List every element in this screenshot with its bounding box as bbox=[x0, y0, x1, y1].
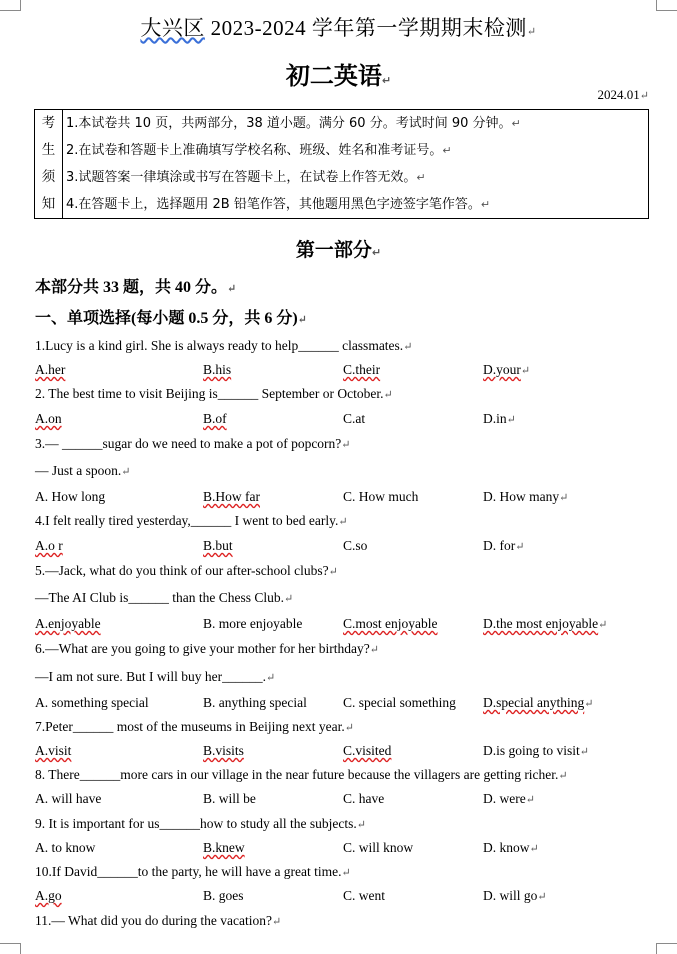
notes-body bbox=[63, 110, 649, 219]
question-stem: 5.—Jack, what do you think of our after-school clubs?↵ bbox=[35, 563, 338, 578]
option-b: B.visits bbox=[203, 743, 244, 758]
option-d: D.special anything↵ bbox=[483, 695, 594, 710]
option-c: C.their bbox=[343, 362, 381, 377]
notes-label: 考 生 须 知 bbox=[35, 110, 63, 219]
question-stem: 4.I felt really tired yesterday,______ I went to bed early.↵ bbox=[35, 513, 348, 528]
option-a: A.her bbox=[35, 362, 66, 377]
option-a: A. How long bbox=[35, 489, 106, 504]
note-item: 4.在答题卡上，选择题用 2B 铅笔作答，其他题用黑色字迹签字笔作答。↵ bbox=[66, 197, 491, 212]
option-b: B. will be bbox=[203, 791, 256, 806]
note-item: 1.本试卷共 10 页，共两部分，38 道小题。满分 60 分。考试时间 90 分钟。↵ bbox=[66, 116, 521, 131]
part-intro: 本部分共 33 题，共 40 分。↵ bbox=[35, 279, 237, 296]
crop-mark-top-right bbox=[656, 0, 677, 11]
exam-notes-table bbox=[34, 109, 649, 219]
option-a: A.on bbox=[35, 411, 62, 426]
question-stem: 10.If David______to the party, he will have a great time.↵ bbox=[35, 864, 351, 879]
option-d: D. were↵ bbox=[483, 791, 535, 806]
option-b: B. anything special bbox=[203, 695, 307, 710]
option-c: C.most enjoyable bbox=[343, 616, 438, 631]
option-b: B.his bbox=[203, 362, 232, 377]
question-line: —I am not sure. But I will buy her______.↵ bbox=[35, 669, 276, 684]
exam-date: 2024.01↵ bbox=[597, 87, 649, 102]
option-d: D. for↵ bbox=[483, 538, 525, 553]
note-item: 3.试题答案一律填涂或书写在答题卡上，在试卷上作答无效。↵ bbox=[66, 170, 426, 185]
question-stem: 9. It is important for us______how to study all the subjects.↵ bbox=[35, 816, 366, 831]
section-heading: 一、单项选择(每小题 0.5 分，共 6 分)↵ bbox=[35, 310, 307, 327]
crop-mark-bottom-right bbox=[656, 943, 677, 954]
option-c: C.at bbox=[343, 411, 366, 426]
question-stem: 2. The best time to visit Beijing is______ September or October.↵ bbox=[35, 386, 393, 401]
district-name: 大兴区 bbox=[140, 16, 205, 40]
question-line: — Just a spoon.↵ bbox=[35, 463, 131, 478]
option-b: B.knew bbox=[203, 840, 245, 855]
option-d: D.is going to visit↵ bbox=[483, 743, 589, 758]
option-c: C. have bbox=[343, 791, 385, 806]
option-c: C.so bbox=[343, 538, 368, 553]
option-a: A.o r bbox=[35, 538, 63, 553]
question-stem: 8. There______more cars in our village in the near future because the villagers are getting richer.↵ bbox=[35, 767, 568, 782]
page-title: 初二英语↵ bbox=[285, 62, 392, 90]
option-d: D.in↵ bbox=[483, 411, 516, 426]
option-c: C. went bbox=[343, 888, 385, 903]
option-b: B. goes bbox=[203, 888, 244, 903]
question-stem: 11.— What did you do during the vacation?↵ bbox=[35, 913, 282, 928]
option-c: C.visited bbox=[343, 743, 392, 758]
question-line: —The AI Club is______ than the Chess Club.↵ bbox=[35, 590, 294, 605]
question-stem: 7.Peter______ most of the museums in Beijing next year.↵ bbox=[35, 719, 354, 734]
exam-name: 2023-2024 学年第一学期期末检测 bbox=[210, 16, 527, 40]
option-c: C. How much bbox=[343, 489, 419, 504]
option-a: A. to know bbox=[35, 840, 96, 855]
question-stem: 1.Lucy is a kind girl. She is always ready to help______ classmates.↵ bbox=[35, 338, 413, 353]
question-stem: 6.—What are you going to give your mother for her birthday?↵ bbox=[35, 641, 379, 656]
crop-mark-top-left bbox=[0, 0, 21, 11]
crop-mark-bottom-left bbox=[0, 943, 21, 954]
option-d: D.your↵ bbox=[483, 362, 531, 377]
option-d: D. will go↵ bbox=[483, 888, 547, 903]
option-b: B.but bbox=[203, 538, 233, 553]
option-a: A. something special bbox=[35, 695, 149, 710]
note-item: 2.在试卷和答题卡上准确填写学校名称、班级、姓名和准考证号。↵ bbox=[66, 143, 452, 158]
option-b: B. more enjoyable bbox=[203, 616, 303, 631]
option-d: D.the most enjoyable↵ bbox=[483, 616, 608, 631]
option-d: D. How many↵ bbox=[483, 489, 569, 504]
option-b: B.How far bbox=[203, 489, 260, 504]
option-b: B.of bbox=[203, 411, 227, 426]
option-c: C. will know bbox=[343, 840, 414, 855]
option-a: A.visit bbox=[35, 743, 72, 758]
option-a: A. will have bbox=[35, 791, 102, 806]
part-one-title: 第一部分↵ bbox=[295, 239, 382, 261]
option-a: A.enjoyable bbox=[35, 616, 101, 631]
question-stem: 3.— ______sugar do we need to make a pot of popcorn?↵ bbox=[35, 436, 351, 451]
option-a: A.go bbox=[35, 888, 62, 903]
option-c: C. special something bbox=[343, 695, 456, 710]
option-d: D. know↵ bbox=[483, 840, 539, 855]
exam-header: 大兴区 2023-2024 学年第一学期期末检测↵ bbox=[140, 16, 537, 40]
